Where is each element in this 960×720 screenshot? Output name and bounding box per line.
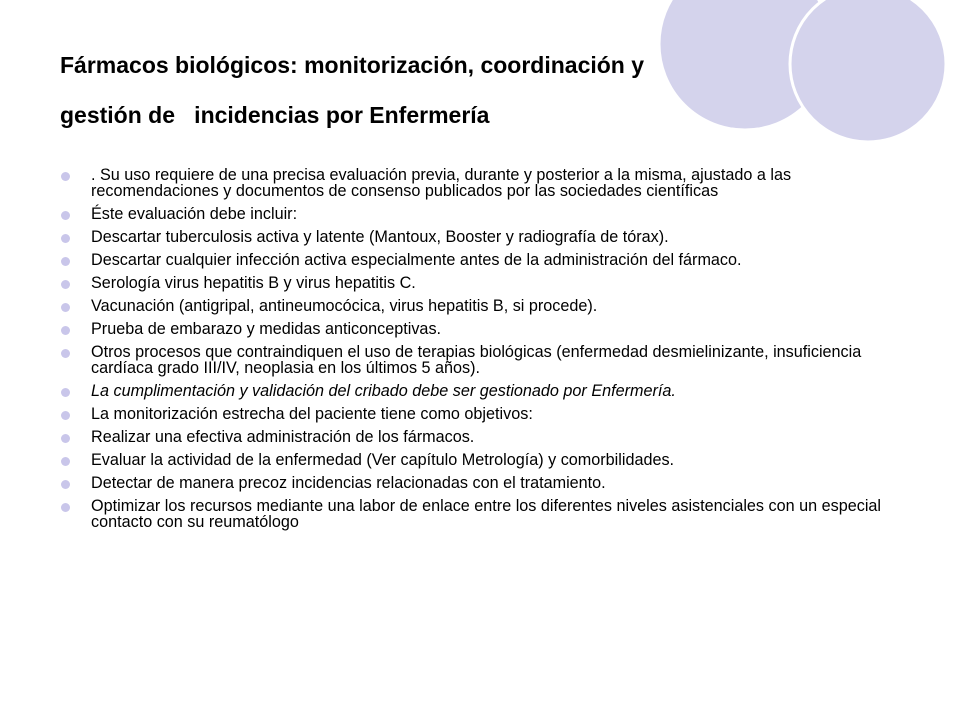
bullet-item (60, 498, 910, 530)
bullet-dot-icon (61, 303, 70, 312)
bullet-list (60, 167, 910, 537)
bullet-dot-icon (61, 172, 70, 181)
bullet-item (60, 321, 910, 337)
bullet-dot-icon (61, 234, 70, 243)
bullet-dot-icon (61, 503, 70, 512)
bullet-text: Detectar de manera precoz incidencias relacionadas con el tratamiento. (91, 474, 606, 492)
bullet-item (60, 452, 910, 468)
bullet-dot-icon (61, 457, 70, 466)
bullet-text: La cumplimentación y validación del cribado debe ser gestionado por Enfermería. (91, 382, 676, 400)
bullet-item (60, 252, 910, 268)
bullet-text: Prueba de embarazo y medidas anticonceptivas. (91, 320, 442, 338)
bullet-text: Vacunación (antigripal, antineumocócica, virus hepatitis B, si procede). (91, 297, 598, 315)
bullet-text: . Su uso requiere de una precisa evaluación previa, durante y posterior a la misma, ajustado a las recomendaciones y documentos de consenso publicados por las sociedades científicas (91, 166, 792, 200)
bullet-text: Realizar una efectiva administración de los fármacos. (91, 428, 475, 446)
bullet-item (60, 406, 910, 422)
slide-title-line-2: gestión de incidencias por Enfermería (60, 102, 490, 128)
bullet-dot-icon (61, 480, 70, 489)
bullet-dot-icon (61, 280, 70, 289)
bullet-dot-icon (61, 434, 70, 443)
slide-title (60, 40, 860, 140)
bullet-item (60, 167, 910, 199)
bullet-dot-icon (61, 211, 70, 220)
bullet-item (60, 298, 910, 314)
bullet-text: Optimizar los recursos mediante una labor de enlace entre los diferentes niveles asistenciales con un especial contacto con su reumatólogo (91, 497, 882, 531)
bullet-dot-icon (61, 411, 70, 420)
bullet-item (60, 275, 910, 291)
bullet-item (60, 206, 910, 222)
bullet-item (60, 383, 910, 399)
bullet-text: La monitorización estrecha del paciente tiene como objetivos: (91, 405, 533, 423)
bullet-text: Descartar tuberculosis activa y latente (Mantoux, Booster y radiografía de tórax). (91, 228, 669, 246)
slide-title-line-1: Fármacos biológicos: monitorización, coordinación y (60, 52, 645, 78)
bullet-text: Serología virus hepatitis B y virus hepatitis C. (91, 274, 416, 292)
bullet-item (60, 229, 910, 245)
bullet-item (60, 475, 910, 491)
bullet-text: Otros procesos que contraindiquen el uso de terapias biológicas (enfermedad desmielinizante, insuficiencia cardíaca grado III/IV, neoplasia en los últimos 5 años). (91, 343, 862, 377)
bullet-text: Descartar cualquier infección activa especialmente antes de la administración del fármaco. (91, 251, 742, 269)
bullet-text: Éste evaluación debe incluir: (91, 205, 298, 223)
bullet-dot-icon (61, 326, 70, 335)
bullet-item (60, 344, 910, 376)
bullet-dot-icon (61, 349, 70, 358)
bullet-dot-icon (61, 388, 70, 397)
bullet-dot-icon (61, 257, 70, 266)
bullet-text: Evaluar la actividad de la enfermedad (Ver capítulo Metrología) y comorbilidades. (91, 451, 675, 469)
bullet-item (60, 429, 910, 445)
